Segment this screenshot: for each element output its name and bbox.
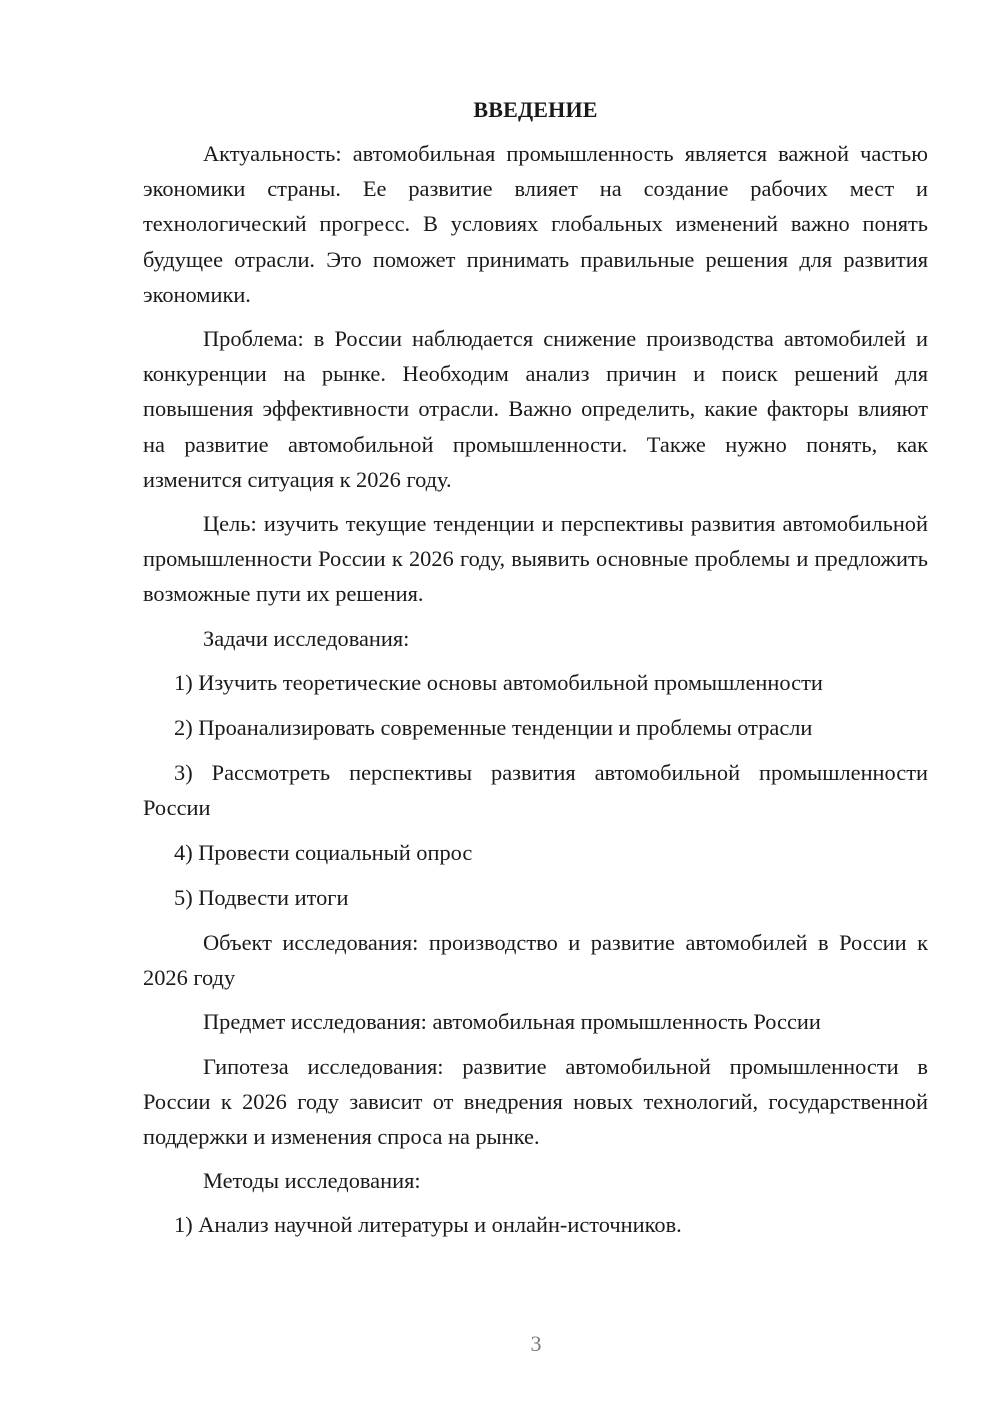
- page-title: ВВЕДЕНИЕ: [473, 97, 598, 122]
- task-item-5: 5) Подвести итоги: [174, 884, 349, 910]
- page-number: 3: [530, 1331, 542, 1356]
- goal-paragraph: Цель: изучить текущие тенденции и перспективы развития автомобильной промышленности России к 2026 году, выявить основные проблемы и предложить возможные пути их решения.: [143, 511, 928, 607]
- task-item-1: 1) Изучить теоретические основы автомобильной промышленности: [174, 669, 823, 695]
- document-page: [143, 95, 928, 1253]
- task-item-3: 3) Рассмотреть перспективы развития автомобильной промышленности России: [143, 760, 928, 821]
- tasks-heading: Задачи исследования:: [203, 625, 410, 651]
- task-item-2: 2) Проанализировать современные тенденции и проблемы отрасли: [174, 715, 813, 741]
- object-paragraph: Объект исследования: производство и развитие автомобилей в России к 2026 году: [143, 930, 928, 991]
- method-item-1: 1) Анализ научной литературы и онлайн-источников.: [174, 1212, 682, 1238]
- task-item-4: 4) Провести социальный опрос: [174, 839, 473, 865]
- problem-paragraph: Проблема: в России наблюдается снижение производства автомобилей и конкуренции на рынке. Необходим анализ причин и поиск решений для повышения эффективности отрасли. Важно определить, какие факторы влияют на развитие автомобильной промышленности. Также нужно понять, как изменится ситуация к 2026 году.: [143, 326, 928, 492]
- methods-heading: Методы исследования:: [203, 1168, 421, 1194]
- hypothesis-paragraph: Гипотеза исследования: развитие автомобильной промышленности в России к 2026 году зависит от внедрения новых технологий, государственной поддержки и изменения спроса на рынке.: [143, 1053, 928, 1150]
- relevance-paragraph: Актуальность: автомобильная промышленность является важной частью экономики страны. Ее развитие влияет на создание рабочих мест и технологический прогресс. В условиях глобальных изменений важно понять будущее отрасли. Это поможет принимать правильные решения для развития экономики.: [143, 141, 928, 307]
- subject-paragraph: Предмет исследования: автомобильная промышленность России: [203, 1009, 821, 1035]
